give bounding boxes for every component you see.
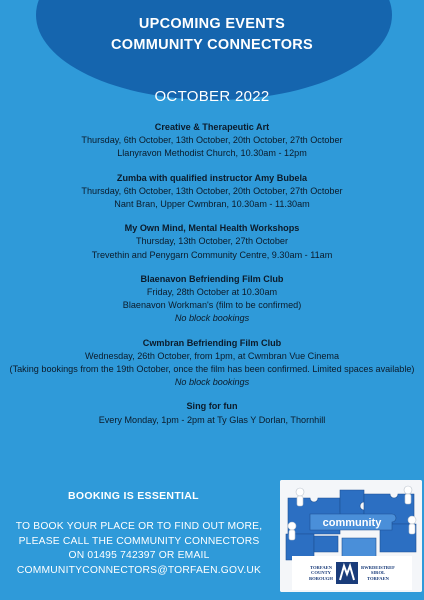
event-title: My Own Mind, Mental Health Workshops (124, 223, 300, 234)
event-detail: Friday, 28th October at 10.30am (146, 287, 278, 298)
event-detail: Trevethin and Penygarn Community Centre, 9.30am - 11am (91, 249, 333, 260)
event-creative-art (4, 121, 420, 161)
event-detail: Blaenavon Workman's (film to be confirmed) (122, 300, 302, 311)
event-title: Zumba with qualified instructor Amy Bubela (116, 172, 308, 183)
event-detail: Thursday, 6th October, 13th October, 20th October, 27th October (81, 185, 343, 196)
contact-email[interactable]: COMMUNITYCONNECTORS@TORFAEN.GOV.UK (16, 564, 262, 576)
event-detail: Every Monday, 1pm - 2pm at Ty Glas Y Dorlan, Thornhill (98, 414, 326, 425)
event-cwmbran-film (4, 337, 420, 390)
contact-line: TO BOOK YOUR PLACE OR TO FIND OUT MORE, (15, 521, 263, 532)
event-title: Cwmbran Befriending Film Club (142, 337, 282, 348)
page-title (0, 14, 424, 56)
event-detail: Nant Bran, Upper Cwmbran, 10.30am - 11.30am (114, 199, 310, 210)
puzzle-word: community (322, 517, 382, 529)
event-detail: (Taking bookings from the 19th October, once the film has been confirmed. Limited spaces available) (9, 364, 415, 375)
event-note: No block bookings (174, 313, 250, 324)
event-zumba (4, 172, 420, 212)
event-sing-for-fun (4, 400, 420, 426)
title-line-1: UPCOMING EVENTS (138, 16, 286, 32)
contact-line: PLEASE CALL THE COMMUNITY CONNECTORS (18, 535, 260, 547)
torfaen-logo (292, 556, 412, 590)
event-detail: Wednesday, 26th October, from 1pm, at Cwmbran Vue Cinema (84, 350, 340, 361)
logo-text-english: TORFAEN COUNTY BOROUGH (309, 564, 334, 581)
booking-heading: BOOKING IS ESSENTIAL (68, 490, 199, 502)
title-line-2: COMMUNITY CONNECTORS (110, 37, 314, 53)
event-title: Creative & Therapeutic Art (154, 122, 270, 132)
event-detail: Llanyravon Methodist Church, 10.30am - 12pm (117, 148, 307, 159)
event-blaenavon-film (4, 273, 420, 326)
contact-line: ON 01495 742397 OR EMAIL (68, 550, 210, 562)
event-detail: Thursday, 13th October, 27th October (136, 236, 288, 247)
event-list (4, 121, 420, 438)
event-mental-health (4, 222, 420, 262)
event-note: No block bookings (174, 377, 250, 388)
contact-info (8, 520, 270, 578)
event-title: Sing for fun (186, 401, 238, 412)
event-title: Blaenavon Befriending Film Club (140, 273, 284, 284)
logo-text-welsh: BWRDEISTREF SIROL TORFAEN (361, 564, 395, 581)
torfaen-logo-icon (336, 562, 358, 584)
event-detail: Thursday, 6th October, 13th October, 20th October, 27th October (81, 135, 343, 146)
month-heading: OCTOBER 2022 (154, 88, 270, 105)
